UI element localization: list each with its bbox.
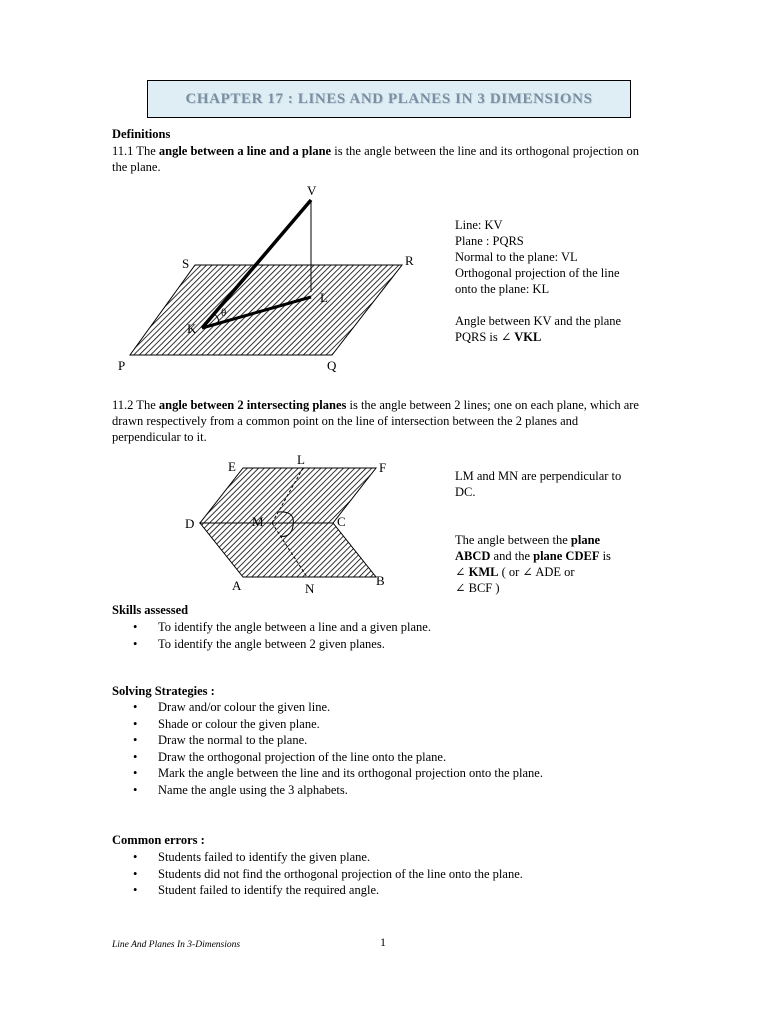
strategies-heading: Solving Strategies :	[112, 684, 215, 698]
label-a: A	[232, 578, 242, 593]
list-item: • Name the angle using the 3 alphabets.	[112, 782, 672, 799]
list-item: • Draw and/or colour the given line.	[112, 699, 672, 716]
label-k: K	[187, 321, 197, 336]
skills-heading: Skills assessed	[112, 603, 189, 617]
note-perpendicular-1: LM and MN are perpendicular to	[455, 469, 622, 483]
note-perpendicular-2: DC.	[455, 485, 476, 499]
list-item: • To identify the angle between a line and a given plane.	[112, 619, 672, 636]
label-f: F	[379, 460, 387, 475]
label-d: D	[185, 516, 195, 531]
note-angle-1: Angle between KV and the plane	[455, 314, 622, 328]
note-planes-angle-3: ∠ KML ( or ∠ ADE or	[455, 565, 575, 579]
label-v: V	[307, 183, 317, 198]
chapter-title: CHAPTER 17 : LINES AND PLANES IN 3 DIMENSIONS	[185, 91, 593, 107]
note-planes-angle-1: The angle between the plane	[455, 533, 601, 547]
list-item: • To identify the angle between 2 given planes.	[112, 636, 672, 653]
list-item: • Mark the angle between the line and its orthogonal projection onto the plane.	[112, 765, 672, 782]
list-item: • Students failed to identify the given plane.	[112, 849, 672, 866]
figure-line-plane	[110, 180, 440, 380]
list-item: • Draw the orthogonal projection of the line onto the plane.	[112, 749, 672, 766]
definition-11-1: 11.1 The angle between a line and a plane is the angle between the line and its orthogonal projection on the plane.	[112, 144, 640, 174]
note-planes-angle-4: ∠ BCF )	[455, 581, 500, 595]
note-normal: Normal to the plane: VL	[455, 250, 578, 264]
label-l: L	[320, 290, 328, 305]
list-item: • Draw the normal to the plane.	[112, 732, 672, 749]
list-item: • Students did not find the orthogonal projection of the line onto the plane.	[112, 866, 672, 883]
note-projection-1: Orthogonal projection of the line	[455, 266, 620, 280]
chapter-title-box	[147, 80, 631, 118]
label-r: R	[405, 253, 414, 268]
note-line: Line: KV	[455, 218, 503, 232]
label-c: C	[337, 514, 346, 529]
definitions-heading: Definitions	[112, 127, 171, 141]
figure-intersecting-planes	[180, 450, 410, 598]
figure-1-notes	[455, 217, 655, 345]
label-b: B	[376, 573, 385, 588]
skills-list	[112, 619, 672, 652]
note-projection-2: onto the plane: KL	[455, 282, 550, 296]
errors-list	[112, 849, 672, 899]
note-planes-angle-2: ABCD and the plane CDEF is	[455, 549, 611, 563]
list-item: • Shade or colour the given plane.	[112, 716, 672, 733]
definition-11-2: 11.2 The angle between 2 intersecting planes is the angle between 2 lines; one on each plane, which are drawn respectively from a common point on the line of intersection between the 2 planes and perpendicular to it.	[112, 398, 639, 444]
label-n: N	[305, 581, 315, 596]
plane-abcd	[200, 523, 376, 577]
label-s: S	[182, 256, 190, 271]
note-plane: Plane : PQRS	[455, 234, 524, 248]
label-l2: L	[297, 452, 305, 467]
strategies-list	[112, 699, 672, 798]
page-number: 1	[380, 935, 386, 949]
footer-title: Line And Planes In 3-Dimensions	[112, 940, 241, 950]
note-angle-2: PQRS is ∠ VKL	[455, 330, 542, 344]
list-item: • Student failed to identify the required angle.	[112, 882, 672, 899]
label-p: P	[118, 358, 126, 373]
label-q: Q	[327, 358, 337, 373]
figure-2-notes	[455, 468, 655, 596]
label-m: M	[252, 514, 264, 529]
angle-symbol: ∠	[500, 330, 512, 344]
label-theta: θ	[221, 307, 227, 319]
label-e: E	[228, 459, 236, 474]
errors-heading: Common errors :	[112, 833, 205, 847]
